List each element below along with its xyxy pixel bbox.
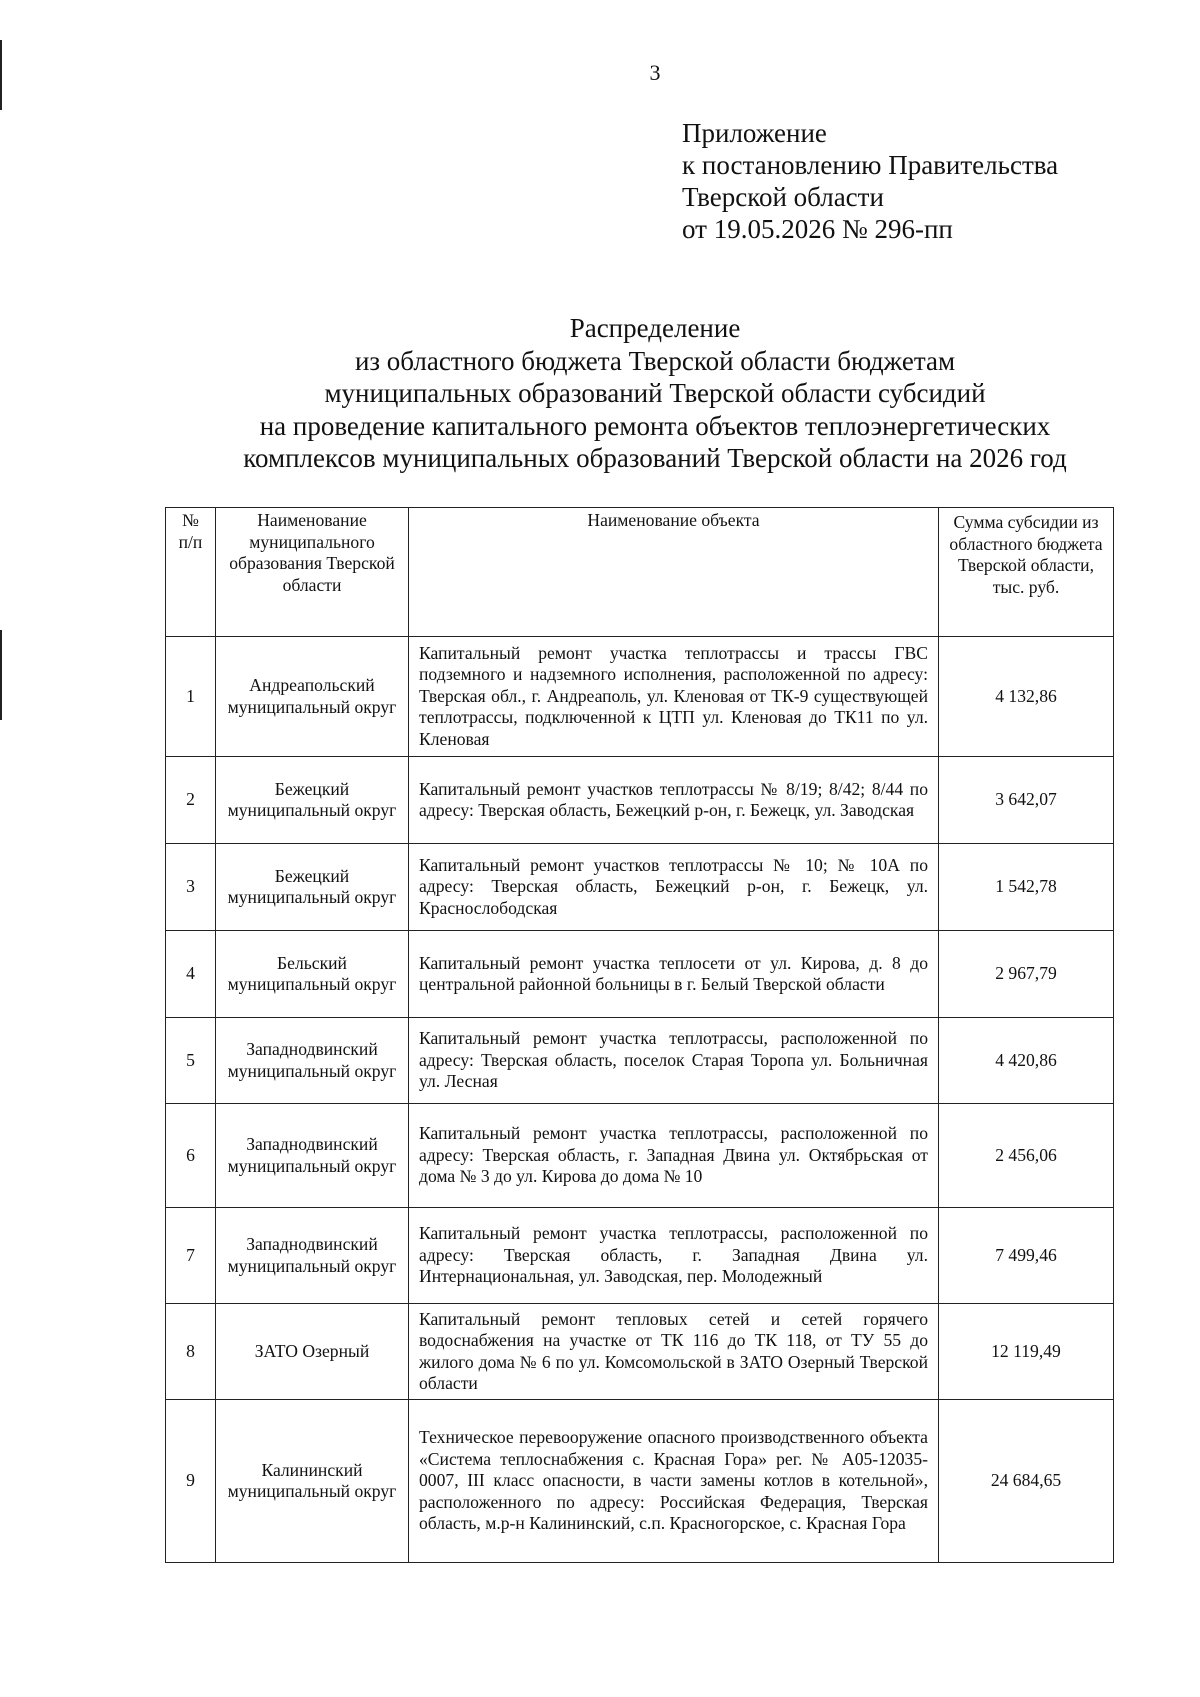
row-sum: 7 499,46 (939, 1208, 1114, 1304)
row-num: 7 (166, 1208, 216, 1304)
row-sum: 12 119,49 (939, 1304, 1114, 1400)
table-row (166, 1104, 1114, 1208)
scan-edge-mark (0, 630, 2, 720)
row-object: Капитальный ремонт участков теплотрассы № 10; № 10А по адресу: Тверская область, Бежецкий р-он, г. Бежецк, ул. Краснослободская (409, 844, 939, 931)
table-row (166, 844, 1114, 931)
table-header-row (166, 508, 1114, 637)
subsidy-table (165, 507, 1114, 1563)
header-num: № п/п (166, 508, 216, 637)
row-object: Капитальный ремонт тепловых сетей и сетей горячего водоснабжения на участке от ТК 116 до ТК 118, от ТУ 55 до жилого дома № 6 по ул. Комсомольской в ЗАТО Озерный Тверской области (409, 1304, 939, 1400)
header-sum: Сумма субсидии из областного бюджета Тверской области, тыс. руб. (939, 508, 1114, 637)
document-title (100, 312, 1200, 475)
row-municipality: Западнодвинский муниципальный округ (216, 1208, 409, 1304)
row-num: 8 (166, 1304, 216, 1400)
row-sum: 4 132,86 (939, 637, 1114, 757)
row-object: Капитальный ремонт участков теплотрассы № 8/19; 8/42; 8/44 по адресу: Тверская область, Бежецкий р-он, г. Бежецк, ул. Заводская (409, 757, 939, 844)
row-municipality: Западнодвинский муниципальный округ (216, 1104, 409, 1208)
table-row (166, 1400, 1114, 1563)
title-line: муниципальных образований Тверской области субсидий (324, 378, 986, 408)
appendix-line: Тверской области (682, 182, 884, 212)
title-line: Распределение (569, 313, 741, 343)
appendix-line: Приложение (682, 118, 827, 148)
table-row (166, 1208, 1114, 1304)
row-object: Капитальный ремонт участка теплотрассы, расположенной по адресу: Тверская область, поселок Старая Торопа ул. Больничная ул. Лесная (409, 1018, 939, 1104)
row-sum: 3 642,07 (939, 757, 1114, 844)
header-municipality: Наименование муниципального образования Тверской области (216, 508, 409, 637)
appendix-block (682, 117, 1058, 245)
appendix-line: от 19.05.2026 № 296-пп (682, 214, 953, 244)
table-row (166, 637, 1114, 757)
row-num: 2 (166, 757, 216, 844)
row-num: 9 (166, 1400, 216, 1563)
row-municipality: Бежецкий муниципальный округ (216, 757, 409, 844)
row-municipality: Калининский муниципальный округ (216, 1400, 409, 1563)
table-row (166, 757, 1114, 844)
row-num: 5 (166, 1018, 216, 1104)
appendix-line: к постановлению Правительства (682, 150, 1059, 180)
row-municipality: Бельский муниципальный округ (216, 931, 409, 1018)
title-line: из областного бюджета Тверской области бюджетам (354, 345, 956, 376)
table-row (166, 1018, 1114, 1104)
row-municipality: Бежецкий муниципальный округ (216, 844, 409, 931)
row-municipality: Западнодвинский муниципальный округ (216, 1018, 409, 1104)
row-num: 3 (166, 844, 216, 931)
row-object: Капитальный ремонт участка теплотрассы, расположенной по адресу: Тверская область, г. Западная Двина ул. Октябрьская от дома № 3 до ул. Кирова до дома № 10 (409, 1104, 939, 1208)
row-sum: 2 456,06 (939, 1104, 1114, 1208)
header-object: Наименование объекта (409, 508, 939, 637)
row-object: Капитальный ремонт участка теплотрассы, расположенной по адресу: Тверская область, г. Западная Двина ул. Интернациональная, ул. Заводская, пер. Молодежный (409, 1208, 939, 1304)
table-row (166, 1304, 1114, 1400)
row-num: 1 (166, 637, 216, 757)
row-sum: 24 684,65 (939, 1400, 1114, 1563)
title-line: на проведение капитального ремонта объектов теплоэнергетических (259, 410, 1051, 441)
row-object: Капитальный ремонт участка теплотрассы и трассы ГВС подземного и надземного исполнения, расположенной по адресу: Тверская обл., г. Андреаполь, ул. Кленовая от ТК-9 существующей теплотрассы, подключенной к ЦТП ул. Кленовая до ТК11 по ул. Кленовая (409, 637, 939, 757)
row-sum: 1 542,78 (939, 844, 1114, 931)
row-sum: 2 967,79 (939, 931, 1114, 1018)
table-row (166, 931, 1114, 1018)
row-num: 6 (166, 1104, 216, 1208)
row-municipality: Андреапольский муниципальный округ (216, 637, 409, 757)
row-sum: 4 420,86 (939, 1018, 1114, 1104)
row-object: Капитальный ремонт участка теплосети от ул. Кирова, д. 8 до центральной районной больницы в г. Белый Тверской области (409, 931, 939, 1018)
row-num: 4 (166, 931, 216, 1018)
title-line: комплексов муниципальных образований Тверской области на 2026 год (243, 443, 1067, 473)
page-number: 3 (649, 60, 661, 85)
row-object: Техническое перевооружение опасного производственного объекта «Система теплоснабжения с. Красная Гора» рег. № А05-12035-0007, III класс опасности, в части замены котлов в котельной», расположенного по адресу: Российская Федерация, Тверская область, м.р-н Калининский, с.п. Красногорское, с. Красная Гора (409, 1400, 939, 1563)
row-municipality: ЗАТО Озерный (216, 1304, 409, 1400)
